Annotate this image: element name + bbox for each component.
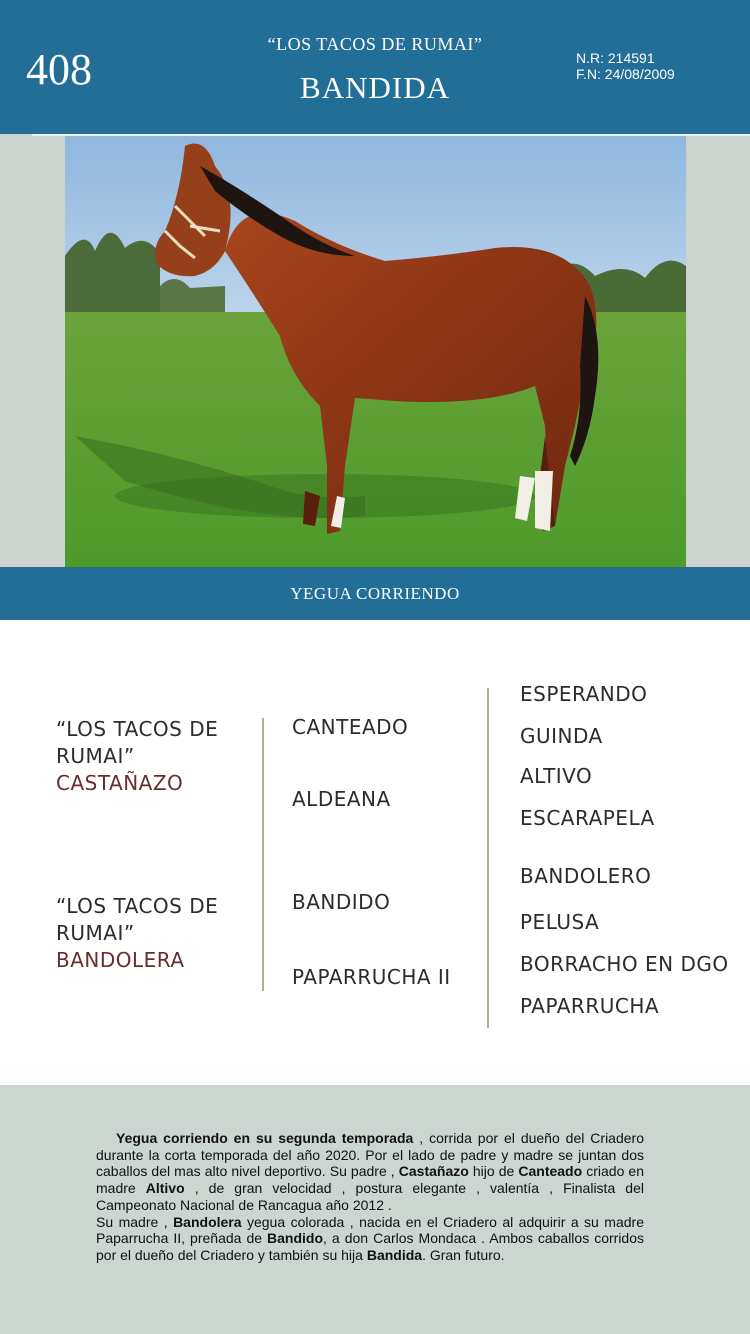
- pedigree-section: [0, 620, 750, 1085]
- dam-breeder: “LOS TACOS DE RUMAI”: [56, 894, 219, 945]
- grandparent-3: BANDIDO: [292, 890, 391, 914]
- great-grandparent-3: ALTIVO: [520, 764, 593, 788]
- sire-name: CASTAÑAZO: [56, 771, 184, 795]
- great-grandparent-2: GUINDA: [520, 724, 603, 748]
- grandparent-1: CANTEADO: [292, 715, 409, 739]
- lot-number: 408: [26, 45, 92, 94]
- sire-block: [56, 716, 256, 797]
- registration-number: N.R: 214591: [576, 50, 655, 66]
- pedigree-divider-1: [262, 718, 264, 991]
- horse-photo: [65, 136, 686, 567]
- pedigree-divider-2: [487, 688, 489, 1028]
- great-grandparent-7: BORRACHO EN DGO: [520, 952, 729, 976]
- breeder-name: “LOS TACOS DE RUMAI”: [267, 34, 483, 54]
- header-banner: [0, 0, 750, 134]
- grandparent-4: PAPARRUCHA II: [292, 965, 451, 989]
- great-grandparent-4: ESCARAPELA: [520, 806, 655, 830]
- status-bar: YEGUA CORRIENDO: [0, 567, 750, 620]
- birth-date: F.N: 24/08/2009: [576, 66, 675, 82]
- description-text: Yegua corriendo en su segunda temporada , corrida por el dueño del Criadero durante la corta temporada del año 2020. Por el lado de padre y madre se juntan dos caballos del mas alto nivel deportivo. Su padre , Castañazo hijo de Canteado criado en madre Altivo , de gran velocidad , postura elegante , valentía , Finalista del Campeonato Nacional de Rancagua año 2012 . Su madre , Bandolera yegua colorada , nacida en el Criadero al adquirir a su madre Paparrucha II, preñada de Bandido, a don Carlos Mondaca . Ambos caballos corridos por el dueño del Criadero y también su hija Bandida. Gran futuro.: [96, 1130, 645, 1263]
- great-grandparent-1: ESPERANDO: [520, 682, 648, 706]
- dam-block: [56, 893, 256, 974]
- registration-info: [576, 50, 675, 82]
- description-section: [0, 1085, 750, 1334]
- grandparent-2: ALDEANA: [292, 787, 391, 811]
- great-grandparent-5: BANDOLERO: [520, 864, 652, 888]
- great-grandparent-8: PAPARRUCHA: [520, 994, 660, 1018]
- sire-breeder: “LOS TACOS DE RUMAI”: [56, 717, 219, 768]
- great-grandparent-6: PELUSA: [520, 910, 600, 934]
- dam-name: BANDOLERA: [56, 948, 185, 972]
- horse-name: BANDIDA: [300, 70, 450, 105]
